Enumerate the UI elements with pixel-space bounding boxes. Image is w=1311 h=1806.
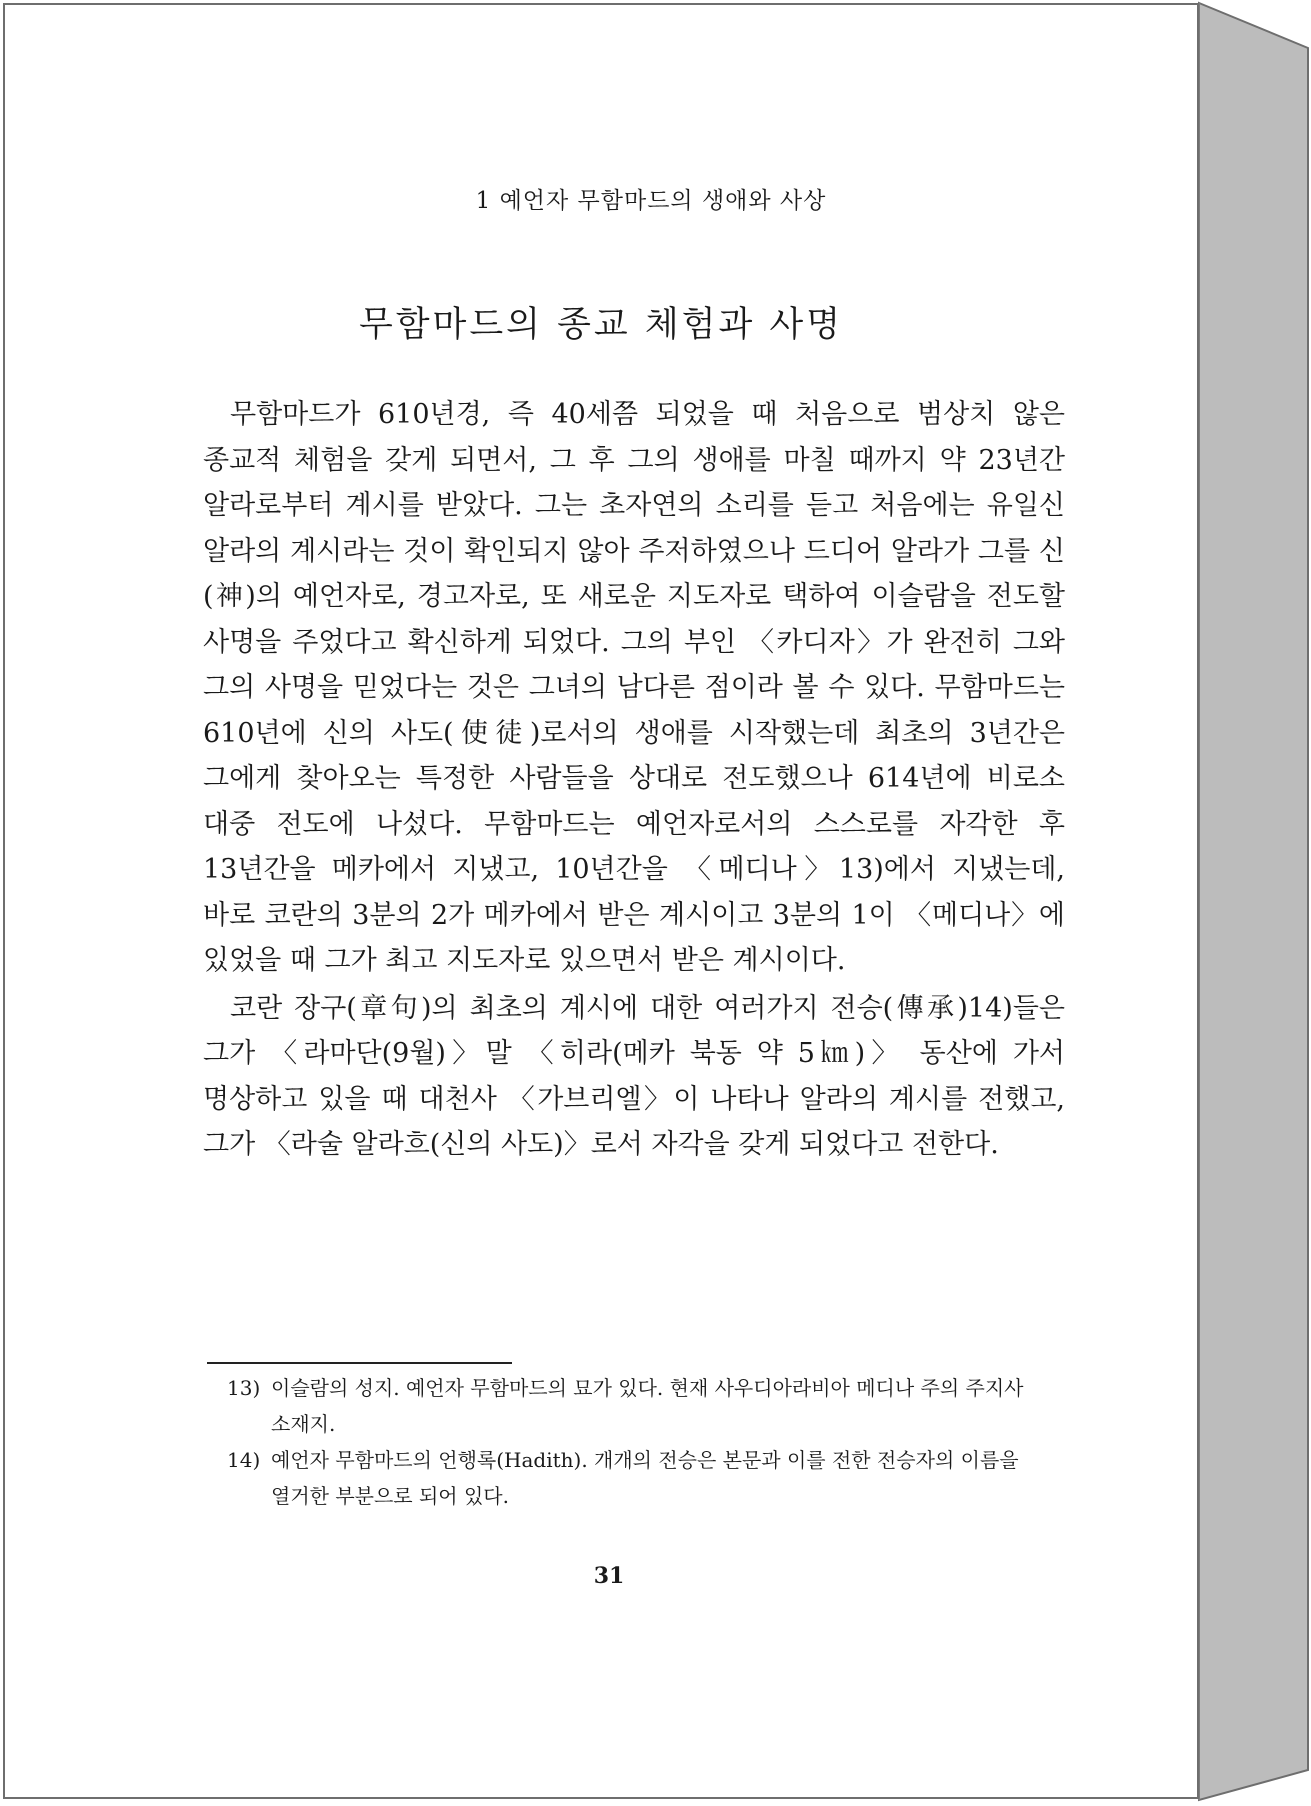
paragraph: 코란 장구(章句)의 최초의 계시에 대한 여러가지 전승(傳承)14)들은 그가 〈라마단(9월)〉말 〈히라(메카 북동 약 5㎞)〉 동산에 가서 명상하고 있을 때 대천사 〈가브리엘〉이 나타나 알라의 계시를 전했고, 그가 〈라술 알라흐(신의 사도)〉로서 자각을 갖게 되었다고 전한다. xyxy=(203,992,1065,1160)
running-head: 1 예언자 무함마드의 생애와 사상 xyxy=(475,188,827,214)
footnote xyxy=(227,1370,1065,1442)
footnote-divider xyxy=(207,1362,512,1364)
footnote-number: 14) xyxy=(227,1448,261,1472)
footnote-text: 예언자 무함마드의 언행록(Hadith). 개개의 전승은 본문과 이를 전한 전승자의 이름을 열거한 부분으로 되어 있다. xyxy=(271,1448,1019,1508)
paragraph: 무함마드가 610년경, 즉 40세쯤 되었을 때 처음으로 범상치 않은 종교적 체험을 갖게 되면서, 그 후 그의 생애를 마칠 때까지 약 23년간 알라로부터 계시를 받았다. 그는 초자연의 소리를 듣고 처음에는 유일신 알라의 계시라는 것이 확인되지 않아 주저하였으나 드디어 알라가 그를 신(神)의 예언자로, 경고자로, 또 새로운 지도자로 택하여 이슬람을 전도할 사명을 주었다고 확신하게 되었다. 그의 부인 〈카디자〉가 완전히 그와 그의 사명을 믿었다는 것은 그녀의 남다른 점이라 볼 수 있다. 무함마드는 610년에 신의 사도(使徒)로서의 생애를 시작했는데 최초의 3년간은 그에게 찾아오는 특정한 사람들을 상대로 전도했으나 614년에 비로소 대중 전도에 나섰다. 무함마드는 예언자로서의 스스로를 자각한 후 13년간을 메카에서 지냈고, 10년간을 〈메디나〉13)에서 지냈는데, 바로 코란의 3분의 2가 메카에서 받은 계시이고 3분의 1이 〈메디나〉에 있었을 때 그가 최고 지도자로 있으면서 받은 계시이다. xyxy=(203,399,1065,976)
footnotes xyxy=(227,1370,1065,1514)
page-number: 31 xyxy=(593,1563,625,1589)
book-page xyxy=(3,3,1199,1799)
footnote-text: 이슬람의 성지. 예언자 무함마드의 묘가 있다. 현재 사우디아라비아 메디나 주의 주지사 소재지. xyxy=(271,1376,1024,1436)
footnote xyxy=(227,1442,1065,1514)
body-text xyxy=(203,392,1065,1168)
section-title: 무함마드의 종교 체험과 사명 xyxy=(358,305,844,345)
footnote-number: 13) xyxy=(227,1376,261,1400)
